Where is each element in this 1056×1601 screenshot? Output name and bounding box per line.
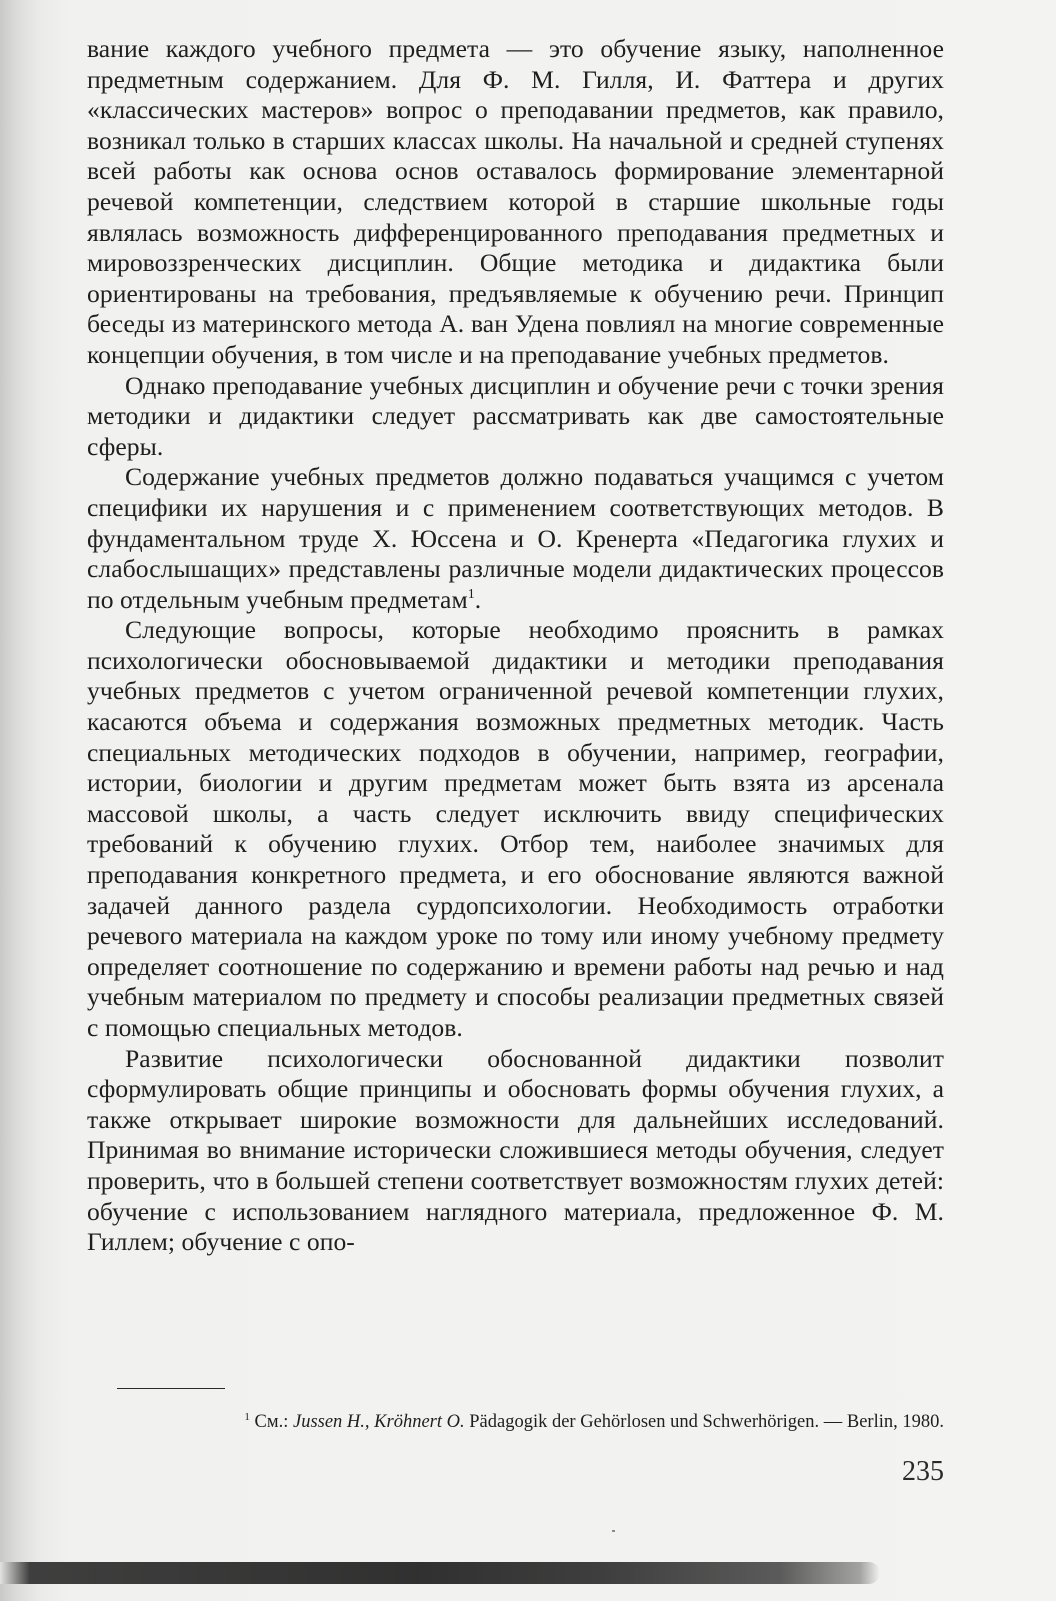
footnote-divider	[117, 1388, 225, 1389]
footnote-number: 1	[244, 1411, 250, 1423]
paragraph-5: Развитие психологически обоснованной дидактики позволит сформулировать общие принципы и обосновать формы обучения глухих, а также открывает широкие возможности для дальнейших исследований. Принимая во внимание исторически сложившиеся методы обучения, следует проверить, что в большей степени соответствует возможностям глухих детей: обучение с использованием наглядного материала, предложенное Ф. М. Гиллем; обучение с опо-	[87, 1043, 944, 1257]
scan-speck	[612, 1530, 615, 1532]
footnote-prefix: См.:	[254, 1412, 293, 1432]
paragraph-1: вание каждого учебного предмета — это обучение языку, наполненное предметным содержанием. Для Ф. М. Гилля, И. Фаттера и других «классических мастеров» вопрос о преподавании предметов, как правило, возникал только в старших классах школы. На начальной и средней ступенях всей работы как основа основ оставалось формирование элементарной речевой компетенции, следствием которой в старшие школьные годы являлась возможность дифференцированного преподавания предметных и мировоззренческих дисциплин. Общие методика и дидактика были ориентированы на требования, предъявляемые к обучению речи. Принцип беседы из материнского метода А. ван Удена повлиял на многие современные концепции обучения, в том числе и на преподавание учебных предметов.	[87, 34, 944, 369]
paragraph-3-end: .	[474, 584, 482, 614]
footnote-reference: 1	[467, 586, 475, 602]
paragraph-3	[87, 462, 944, 615]
paragraph-3-text: Содержание учебных предметов должно подаваться учащимся с учетом специфики их нарушения и с применением соответствующих методов. В фундаментальном труде Х. Юссена и О. Кренерта «Педагогика глухих и слабослышащих» представлены различные модели дидактических процессов по отдельным учебным предметам	[87, 462, 944, 614]
footnote-title: Pädagogik der Gehörlosen und Schwerhörigen. — Berlin, 1980.	[464, 1412, 944, 1432]
paragraph-4: Следующие вопросы, которые необходимо прояснить в рамках психологически обосновываемой дидактики и методики преподавания учебных предметов с учетом ограниченной речевой компетенции глухих, касаются объема и содержания возможных предметных методик. Часть специальных методических подходов в обучении, например, географии, истории, биологии и другим предметам может быть взята из арсенала массовой школы, а часть следует исключить ввиду специфических требований к обучению глухих. Отбор тем, наиболее значимых для преподавания конкретного предмета, и его обоснование являются важной задачей данного раздела сурдопсихологии. Необходимость отработки речевого материала на каждом уроке по тому или иному учебному предмету определяет соотношение по содержанию и времени работы над речью и над учебным материалом по предмету и способы реализации предметных связей с помощью специальных методов.	[87, 615, 944, 1042]
paragraph-2: Однако преподавание учебных дисциплин и обучение речи с точки зрения методики и дидактики следует рассматривать как две самостоятельные сферы.	[87, 370, 944, 461]
footnote-authors: Jussen H., Kröhnert O.	[292, 1412, 465, 1432]
page-number: 235	[902, 1456, 944, 1487]
scan-edge-shadow	[0, 1562, 880, 1584]
main-text	[87, 34, 944, 1258]
footnote	[87, 1410, 944, 1434]
